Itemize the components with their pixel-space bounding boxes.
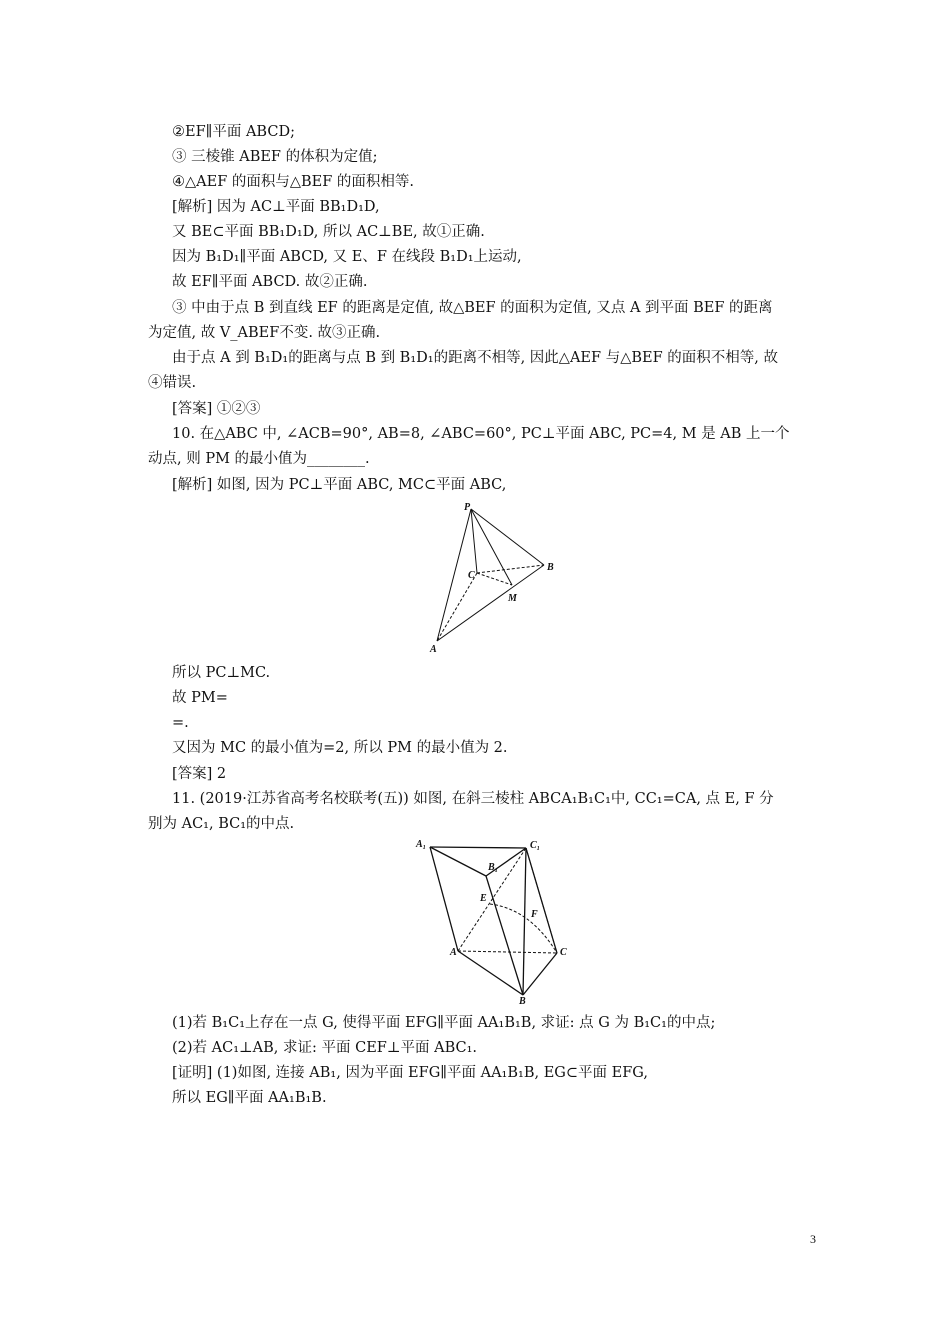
- label-b1: B₁: [488, 862, 499, 873]
- text-line: (2)若 AC₁⊥AB, 求证: 平面 CEF⊥平面 ABC₁.: [172, 1040, 478, 1056]
- label-c1: C₁: [530, 840, 541, 851]
- text-line: [答案] ①②③: [172, 401, 261, 417]
- label-f: F: [531, 909, 538, 920]
- text-line: 10. 在△ABC 中, ∠ACB=90°, AB=8, ∠ABC=60°, PC⊥平面 ABC, PC=4, M 是 AB 上一个: [172, 426, 790, 442]
- text-line: [解析] 如图, 因为 PC⊥平面 ABC, MC⊂平面 ABC,: [172, 477, 507, 493]
- text-line: 又 BE⊂平面 BB₁D₁D, 所以 AC⊥BE, 故①正确.: [172, 224, 485, 240]
- text-line: 所以 EG∥平面 AA₁B₁B.: [172, 1090, 327, 1106]
- text-line: 动点, 则 PM 的最小值为________.: [148, 451, 370, 467]
- label-c: C: [468, 570, 475, 581]
- text-line: 故 EF∥平面 ABCD. 故②正确.: [172, 274, 368, 290]
- text-line: (1)若 B₁C₁上存在一点 G, 使得平面 EFG∥平面 AA₁B₁B, 求证: 点 G 为 B₁C₁的中点;: [172, 1015, 716, 1031]
- text-line: ③ 三棱锥 ABEF 的体积为定值;: [172, 149, 378, 165]
- text-line: 又因为 MC 的最小值为=2, 所以 PM 的最小值为 2.: [172, 740, 508, 756]
- label-a: A: [430, 644, 437, 655]
- text-line: 故 PM=: [172, 690, 228, 706]
- text-line: [证明] (1)如图, 连接 AB₁, 因为平面 EFG∥平面 AA₁B₁B, EG⊂平面 EFG,: [172, 1065, 648, 1081]
- text-line: 为定值, 故 V_ABEF不变. 故③正确.: [148, 325, 381, 341]
- label-c: C: [560, 947, 567, 958]
- text-line: ③ 中由于点 B 到直线 EF 的距离是定值, 故△BEF 的面积为定值, 又点 A 到平面 BEF 的距离: [172, 300, 773, 316]
- text-line: ④△AEF 的面积与△BEF 的面积相等.: [172, 174, 415, 190]
- page-number: 3: [810, 1232, 816, 1246]
- text-line: 所以 PC⊥MC.: [172, 665, 271, 681]
- label-b: B: [547, 562, 554, 573]
- text-line: ②EF∥平面 ABCD;: [172, 124, 295, 140]
- pyramid-figure: [420, 498, 570, 656]
- text-line: [解析] 因为 AC⊥平面 BB₁D₁D,: [172, 199, 380, 215]
- text-line: =.: [172, 715, 189, 731]
- label-a: A: [450, 947, 457, 958]
- label-b: B: [519, 996, 526, 1006]
- text-line: 因为 B₁D₁∥平面 ABCD, 又 E、F 在线段 B₁D₁上运动,: [172, 249, 522, 265]
- text-line: ④错误.: [148, 375, 197, 391]
- label-a1: A₁: [416, 839, 427, 850]
- label-m: M: [508, 593, 517, 604]
- text-line: [答案] 2: [172, 766, 227, 782]
- text-line: 11. (2019·江苏省高考名校联考(五)) 如图, 在斜三棱柱 ABCA₁B₁C₁中, CC₁=CA, 点 E, F 分: [172, 791, 774, 807]
- label-p: P: [464, 502, 471, 513]
- label-e: E: [480, 893, 487, 904]
- prism-figure: [410, 834, 585, 1006]
- text-line: 别为 AC₁, BC₁的中点.: [148, 816, 295, 832]
- text-line: 由于点 A 到 B₁D₁的距离与点 B 到 B₁D₁的距离不相等, 因此△AEF 与△BEF 的面积不相等, 故: [172, 350, 778, 366]
